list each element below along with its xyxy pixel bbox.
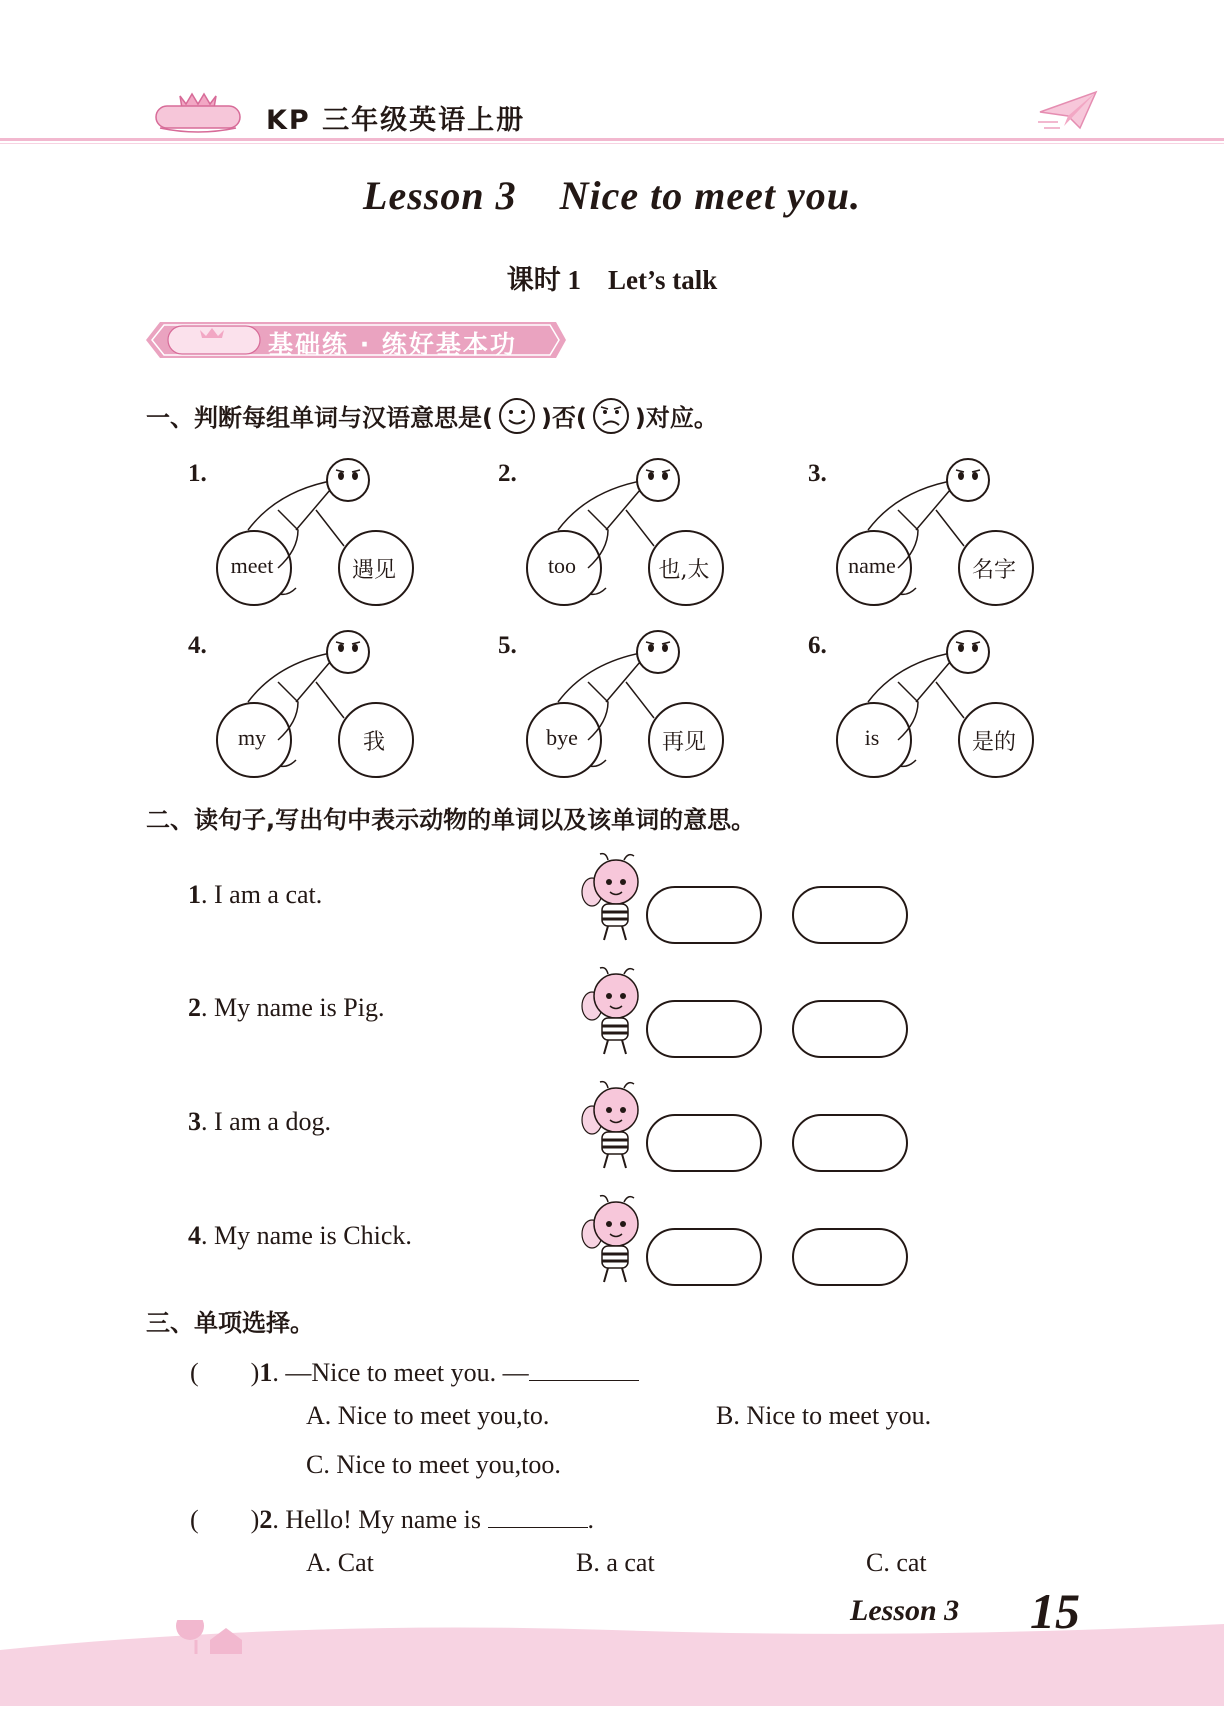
item-number: 2. (498, 460, 517, 487)
q1-option-c[interactable]: C. Nice to meet you,too. (306, 1450, 561, 1479)
period-title: 课时 1 Let’s talk (506, 265, 718, 295)
question-2 (190, 1499, 594, 1536)
english-word: name (848, 553, 896, 578)
sentence-number: 3 (188, 1107, 201, 1136)
item-number: 5. (498, 632, 517, 659)
animal-meaning-box[interactable] (792, 1114, 908, 1172)
animal-word-box[interactable] (646, 1228, 762, 1286)
question-number: 2 (259, 1505, 273, 1534)
sentence-3 (188, 1107, 331, 1137)
chinese-meaning: 也,太 (658, 558, 710, 583)
q2-option-b[interactable]: B. a cat (576, 1548, 655, 1577)
judgement-face-icon[interactable] (634, 628, 682, 680)
section1-prompt (146, 396, 718, 442)
match-item-6 (808, 622, 1058, 782)
section2-prompt: 二、读句子,写出句中表示动物的单词以及该单词的意思。 (146, 806, 756, 834)
animal-word-box[interactable] (646, 1114, 762, 1172)
footer-lesson: Lesson 3 (850, 1594, 960, 1627)
question-number: 1 (259, 1358, 273, 1387)
english-word: bye (546, 725, 578, 750)
lesson-name: Nice to meet you. (559, 173, 861, 218)
item-number: 6. (808, 632, 827, 659)
judgement-face-icon[interactable] (634, 456, 682, 508)
animal-meaning-box[interactable] (792, 1228, 908, 1286)
match-item-3 (808, 450, 1058, 610)
english-word: is (864, 725, 880, 750)
chinese-meaning: 我 (362, 730, 385, 755)
sentence-text: . My name is Chick. (201, 1221, 412, 1250)
match-item-4 (188, 622, 438, 782)
animal-word-box[interactable] (646, 886, 762, 944)
animal-meaning-box[interactable] (792, 1000, 908, 1058)
frown-icon (591, 396, 631, 442)
item-number: 1. (188, 460, 207, 487)
english-word: too (547, 553, 577, 578)
item-number: 3. (808, 460, 827, 487)
section3-prompt: 三、单项选择。 (146, 1309, 314, 1337)
logo-badge-icon (150, 88, 246, 134)
paper-plane-icon (1036, 88, 1100, 138)
bee-mascot-icon (578, 852, 648, 948)
header-rule-thin (0, 143, 1224, 144)
q1-option-b[interactable]: B. Nice to meet you. (716, 1401, 932, 1430)
header-logo (150, 88, 246, 134)
bee-mascot-icon (578, 1194, 648, 1290)
judgement-face-icon[interactable] (324, 456, 372, 508)
question-text: . Hello! My name is (272, 1505, 488, 1534)
match-item-1 (188, 450, 438, 610)
answer-paren[interactable]: ( ) (190, 1505, 260, 1534)
banner-label: 基础练 · 练好基本功 (268, 330, 517, 359)
animal-word-box[interactable] (646, 1000, 762, 1058)
english-word: meet (230, 553, 274, 578)
bee-mascot-icon (578, 966, 648, 1062)
sentence-number: 1 (188, 880, 201, 909)
item-number: 4. (188, 632, 207, 659)
sentence-number: 2 (188, 993, 201, 1022)
match-item-5 (498, 622, 748, 782)
lesson-title (0, 172, 1224, 219)
answer-blank[interactable] (529, 1358, 639, 1381)
judgement-face-icon[interactable] (944, 628, 992, 680)
question-text: . —Nice to meet you. — (272, 1358, 529, 1387)
q1-option-a[interactable]: A. Nice to meet you,to. (306, 1401, 550, 1430)
chinese-meaning: 是的 (971, 730, 1016, 755)
bee-mascot-icon (578, 1080, 648, 1176)
sentence-text: . I am a dog. (201, 1107, 331, 1136)
answer-blank[interactable] (488, 1505, 588, 1528)
judgement-face-icon[interactable] (944, 456, 992, 508)
answer-paren[interactable]: ( ) (190, 1358, 260, 1387)
match-item-2 (498, 450, 748, 610)
sentence-text: . My name is Pig. (201, 993, 385, 1022)
page-number: 15 (1030, 1583, 1080, 1639)
sentence-1 (188, 880, 322, 910)
chinese-meaning: 名字 (971, 558, 1016, 583)
judgement-face-icon[interactable] (324, 628, 372, 680)
book-title: KP 三年级英语上册 (266, 105, 526, 136)
chinese-meaning: 再见 (661, 730, 706, 755)
question-1 (190, 1352, 639, 1389)
q2-option-c[interactable]: C. cat (866, 1548, 927, 1577)
prompt-part-c: )对应。 (634, 404, 718, 432)
smile-icon (497, 396, 537, 442)
animal-meaning-box[interactable] (792, 886, 908, 944)
sentence-number: 4 (188, 1221, 201, 1250)
lesson-label: Lesson 3 (363, 173, 517, 218)
question-end: . (587, 1505, 595, 1534)
prompt-part-b: )否( (540, 404, 587, 432)
sentence-text: . I am a cat. (201, 880, 323, 909)
q2-option-a[interactable]: A. Cat (306, 1548, 374, 1577)
header-rule (0, 138, 1224, 141)
chinese-meaning: 遇见 (351, 558, 396, 583)
prompt-part-a: 一、判断每组单词与汉语意思是( (146, 404, 493, 432)
english-word: my (237, 725, 267, 750)
sentence-2 (188, 993, 384, 1023)
sentence-4 (188, 1221, 412, 1251)
